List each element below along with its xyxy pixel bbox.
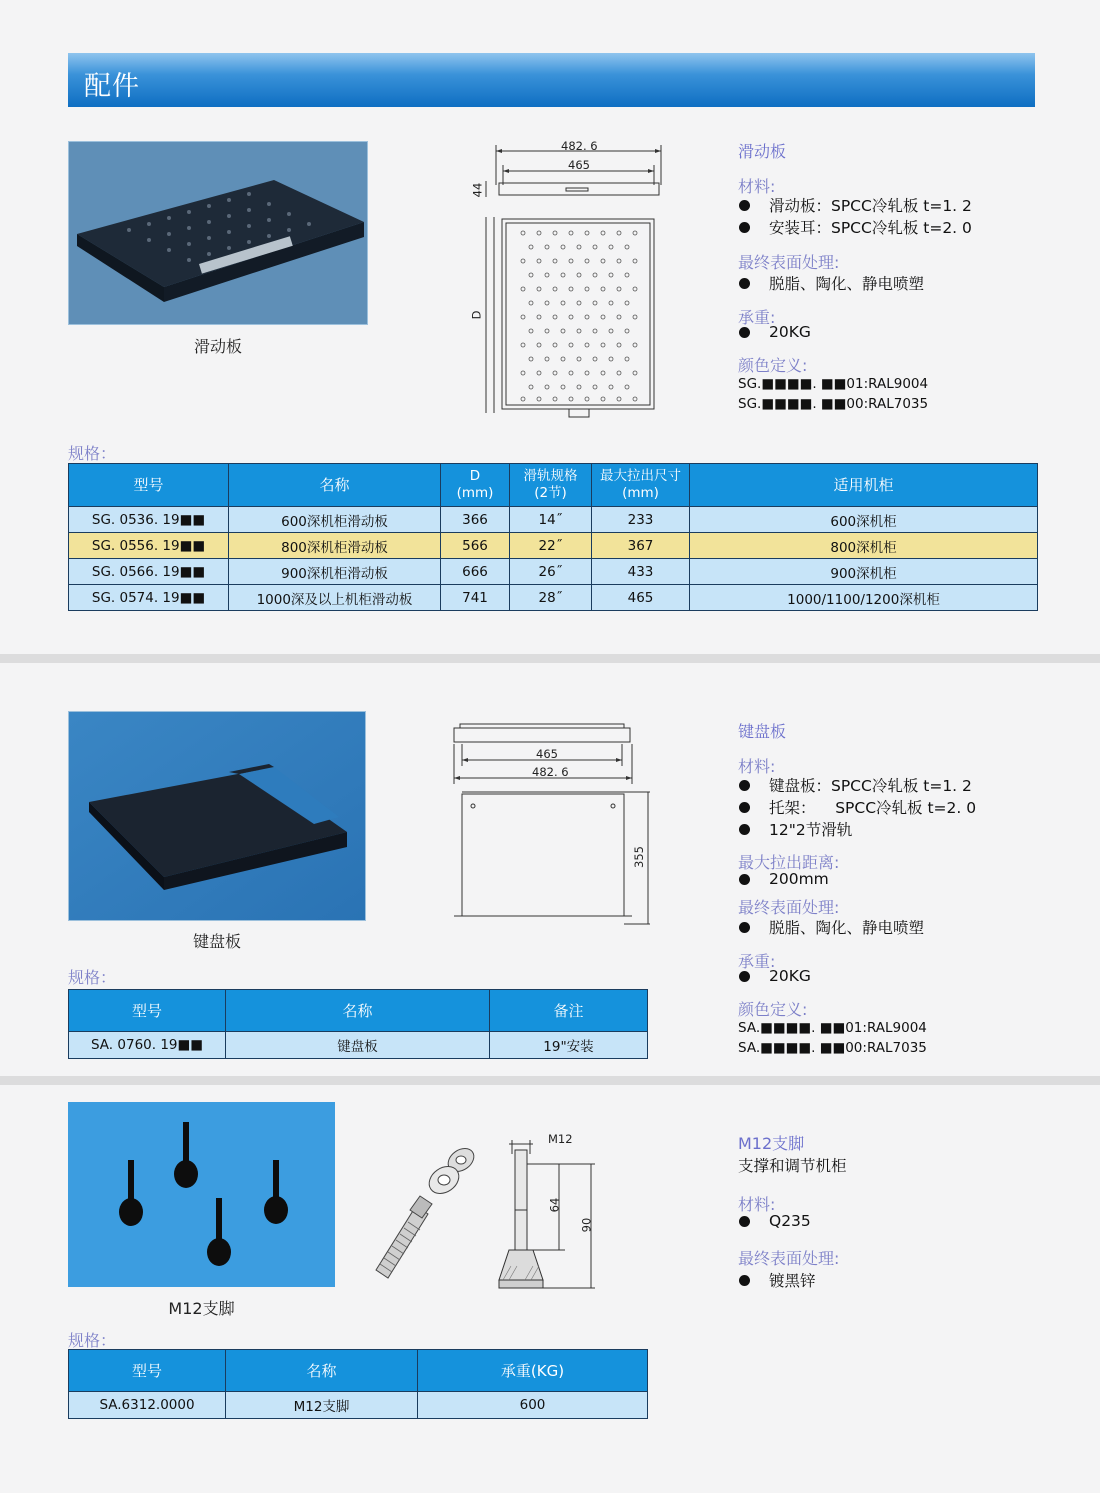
color-code: SA.■■■■. ■■01:RAL9004 (738, 1020, 927, 1036)
cell: 26˝ (510, 559, 592, 585)
table-row (69, 507, 1038, 533)
load-label: 承重: (738, 952, 776, 971)
color-label: 颜色定义: (738, 1000, 808, 1019)
m12-foot-subtitle: 支撑和调节机柜 (738, 1157, 847, 1175)
sliding-shelf-spec-table (68, 463, 1038, 611)
col-header-name: 名称 (226, 1350, 418, 1392)
cell: 600 (418, 1392, 648, 1419)
cell: 600深机柜滑动板 (229, 507, 441, 533)
col-header-model: 型号 (69, 1350, 226, 1392)
table-row (69, 1032, 648, 1059)
cell: 800深机柜滑动板 (229, 533, 441, 559)
spec-label: 规格： (68, 968, 117, 987)
finish-label: 最终表面处理: (738, 898, 840, 917)
sliding-shelf-drawing (466, 135, 676, 420)
dim-inner-width: 465 (568, 158, 590, 172)
col-header-model: 型号 (69, 990, 226, 1032)
table-row (69, 533, 1038, 559)
material-item: 12"2节滑轨 (738, 818, 852, 840)
col-header-note: 备注 (490, 990, 648, 1032)
sliding-shelf-photo (68, 141, 368, 325)
cell: M12支脚 (226, 1392, 418, 1419)
keyboard-tray-drawing (450, 720, 655, 930)
dim-a: 64 (547, 1197, 562, 1213)
cell: 1000深及以上机柜滑动板 (229, 585, 441, 611)
cell: SA. 0760. 19■■ (69, 1032, 226, 1059)
material-item: 安装耳：SPCC冷轧板 t=2. 0 (738, 216, 972, 238)
section-divider (0, 654, 1100, 663)
col-header-model: 型号 (69, 464, 229, 507)
table-row (69, 585, 1038, 611)
keyboard-tray-caption: 键盘板 (192, 932, 241, 951)
cell: 566 (441, 533, 510, 559)
color-code: SA.■■■■. ■■00:RAL7035 (738, 1040, 927, 1056)
dim-depth: 355 (631, 846, 646, 868)
sliding-shelf-caption: 滑动板 (193, 337, 242, 356)
finish-label: 最终表面处理: (738, 253, 840, 272)
finish-label: 最终表面处理: (738, 1249, 840, 1268)
section-divider (0, 1076, 1100, 1085)
cell: 233 (592, 507, 690, 533)
color-code: SG.■■■■. ■■00:RAL7035 (738, 396, 929, 412)
cell: SG. 0536. 19■■ (69, 507, 229, 533)
col-header-name: 名称 (226, 990, 490, 1032)
cell: SG. 0566. 19■■ (69, 559, 229, 585)
keyboard-tray-photo (68, 711, 366, 921)
finish-item: 镀黑锌 (738, 1269, 816, 1291)
cell: 900深机柜 (690, 559, 1038, 585)
dim-height: 44 (470, 182, 485, 198)
cell: 366 (441, 507, 510, 533)
pull-item: 200mm (738, 870, 829, 888)
dim-inner-width: 465 (536, 747, 558, 761)
page-title: 配件 (84, 71, 140, 102)
cell: 19"安装 (490, 1032, 648, 1059)
material-label: 材料: (738, 757, 776, 776)
material-label: 材料: (738, 177, 776, 196)
cell: 键盘板 (226, 1032, 490, 1059)
col-header-pull: 最大拉出尺寸 (mm) (592, 464, 690, 507)
cell: 14˝ (510, 507, 592, 533)
load-item: 20KG (738, 323, 811, 341)
table-row (69, 1392, 648, 1419)
material-item: Q235 (738, 1212, 811, 1230)
dim-thread: M12 (548, 1132, 573, 1146)
sliding-shelf-title: 滑动板 (738, 142, 787, 161)
m12-foot-title: M12支脚 (738, 1134, 805, 1153)
color-code: SG.■■■■. ■■01:RAL9004 (738, 376, 929, 392)
m12-foot-caption: M12支脚 (168, 1299, 235, 1318)
m12-foot-photo (68, 1102, 335, 1287)
col-header-load: 承重(KG) (418, 1350, 648, 1392)
cell: 28˝ (510, 585, 592, 611)
color-label: 颜色定义: (738, 356, 808, 375)
m12-foot-spec-table (68, 1349, 648, 1419)
m12-foot-drawing (495, 1130, 605, 1295)
finish-item: 脱脂、陶化、静电喷塑 (738, 272, 924, 294)
pull-label: 最大拉出距离: (738, 853, 840, 872)
load-label: 承重: (738, 308, 776, 327)
material-label: 材料: (738, 1195, 776, 1214)
cell: 433 (592, 559, 690, 585)
dim-outer-width: 482. 6 (532, 765, 569, 779)
cell: 22˝ (510, 533, 592, 559)
cell: 367 (592, 533, 690, 559)
col-header-rail: 滑轨规格 (2节) (510, 464, 592, 507)
col-header-cabinet: 适用机柜 (690, 464, 1038, 507)
spec-label: 规格： (68, 444, 117, 463)
cell: SA.6312.0000 (69, 1392, 226, 1419)
m12-foot-exploded-view (358, 1138, 488, 1288)
cell: SG. 0556. 19■■ (69, 533, 229, 559)
col-header-name: 名称 (229, 464, 441, 507)
spec-label: 规格： (68, 1331, 117, 1350)
cell: 1000/1100/1200深机柜 (690, 585, 1038, 611)
cell: 666 (441, 559, 510, 585)
cell: 600深机柜 (690, 507, 1038, 533)
material-item: 托架： SPCC冷轧板 t=2. 0 (738, 796, 976, 818)
dim-outer-width: 482. 6 (561, 139, 598, 153)
material-item: 滑动板：SPCC冷轧板 t=1. 2 (738, 194, 972, 216)
keyboard-tray-title: 键盘板 (738, 722, 787, 741)
cell: 900深机柜滑动板 (229, 559, 441, 585)
col-header-depth: D (mm) (441, 464, 510, 507)
dim-b: 90 (579, 1217, 594, 1233)
cell: 741 (441, 585, 510, 611)
finish-item: 脱脂、陶化、静电喷塑 (738, 916, 924, 938)
section-header-bar (68, 53, 1035, 107)
keyboard-tray-spec-table (68, 989, 648, 1059)
cell: SG. 0574. 19■■ (69, 585, 229, 611)
cell: 465 (592, 585, 690, 611)
cell: 800深机柜 (690, 533, 1038, 559)
load-item: 20KG (738, 967, 811, 985)
dim-depth: D (469, 310, 484, 320)
material-item: 键盘板：SPCC冷轧板 t=1. 2 (738, 774, 972, 796)
table-row (69, 559, 1038, 585)
